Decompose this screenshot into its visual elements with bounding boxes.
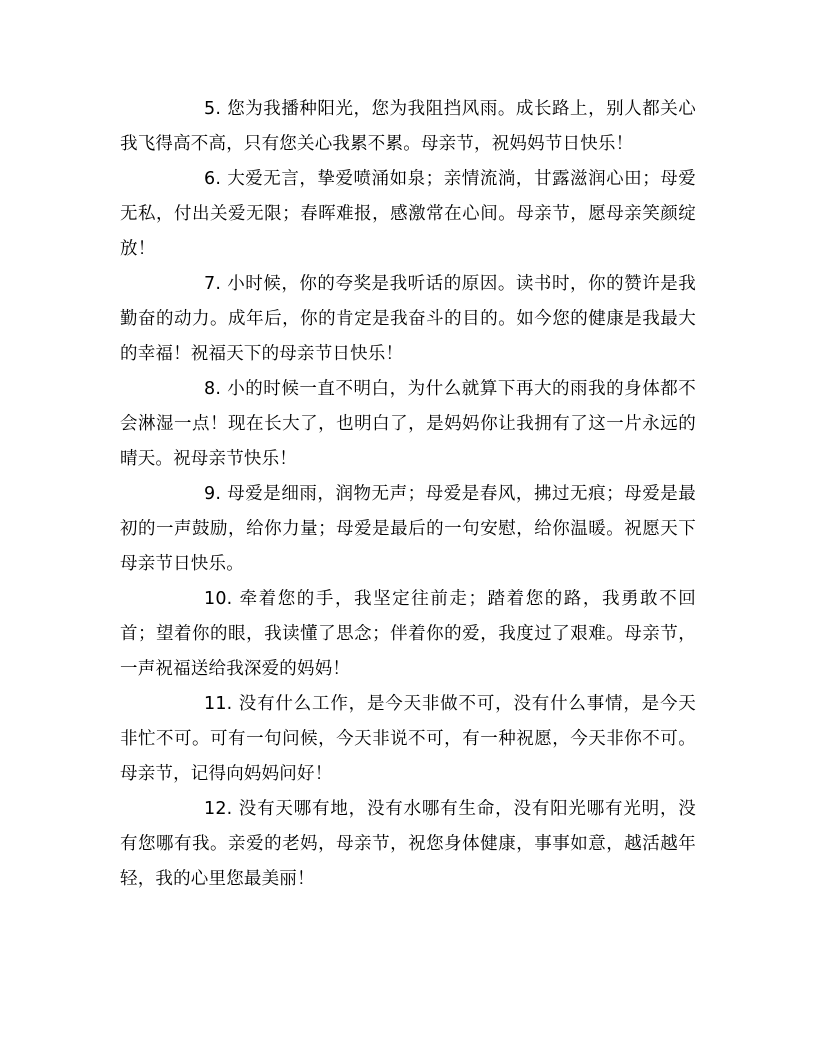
paragraph-5: 5. 您为我播种阳光，您为我阻挡风雨。成长路上，别人都关心我飞得高不高，只有您关心我累不累。母亲节，祝妈妈节日快乐！ (120, 99, 696, 154)
paragraph-9: 9. 母爱是细雨，润物无声；母爱是春风，拂过无痕；母爱是最初的一声鼓励，给你力量；母爱是最后的一句安慰，给你温暖。祝愿天下母亲节日快乐。 (120, 484, 696, 574)
paragraph-6: 6. 大爱无言，挚爱喷涌如泉；亲情流淌，甘露滋润心田；母爱无私，付出关爱无限；春晖难报，感激常在心间。母亲节，愿母亲笑颜绽放！ (120, 169, 696, 259)
document-body (120, 92, 696, 897)
paragraph-10: 10. 牵着您的手，我坚定往前走；踏着您的路，我勇敢不回首；望着你的眼，我读懂了思念；伴着你的爱，我度过了艰难。母亲节，一声祝福送给我深爱的妈妈！ (120, 589, 696, 679)
paragraph-8: 8. 小的时候一直不明白，为什么就算下再大的雨我的身体都不会淋湿一点！现在长大了，也明白了，是妈妈你让我拥有了这一片永远的晴天。祝母亲节快乐！ (120, 379, 696, 469)
paragraph-11: 11. 没有什么工作，是今天非做不可，没有什么事情，是今天非忙不可。可有一句问候，今天非说不可，有一种祝愿，今天非你不可。母亲节，记得向妈妈问好！ (120, 694, 696, 784)
paragraph-7: 7. 小时候，你的夸奖是我听话的原因。读书时，你的赞许是我勤奋的动力。成年后，你的肯定是我奋斗的目的。如今您的健康是我最大的幸福！祝福天下的母亲节日快乐！ (120, 274, 696, 364)
paragraph-12: 12. 没有天哪有地，没有水哪有生命，没有阳光哪有光明，没有您哪有我。亲爱的老妈，母亲节，祝您身体健康，事事如意，越活越年轻，我的心里您最美丽！ (120, 799, 696, 889)
